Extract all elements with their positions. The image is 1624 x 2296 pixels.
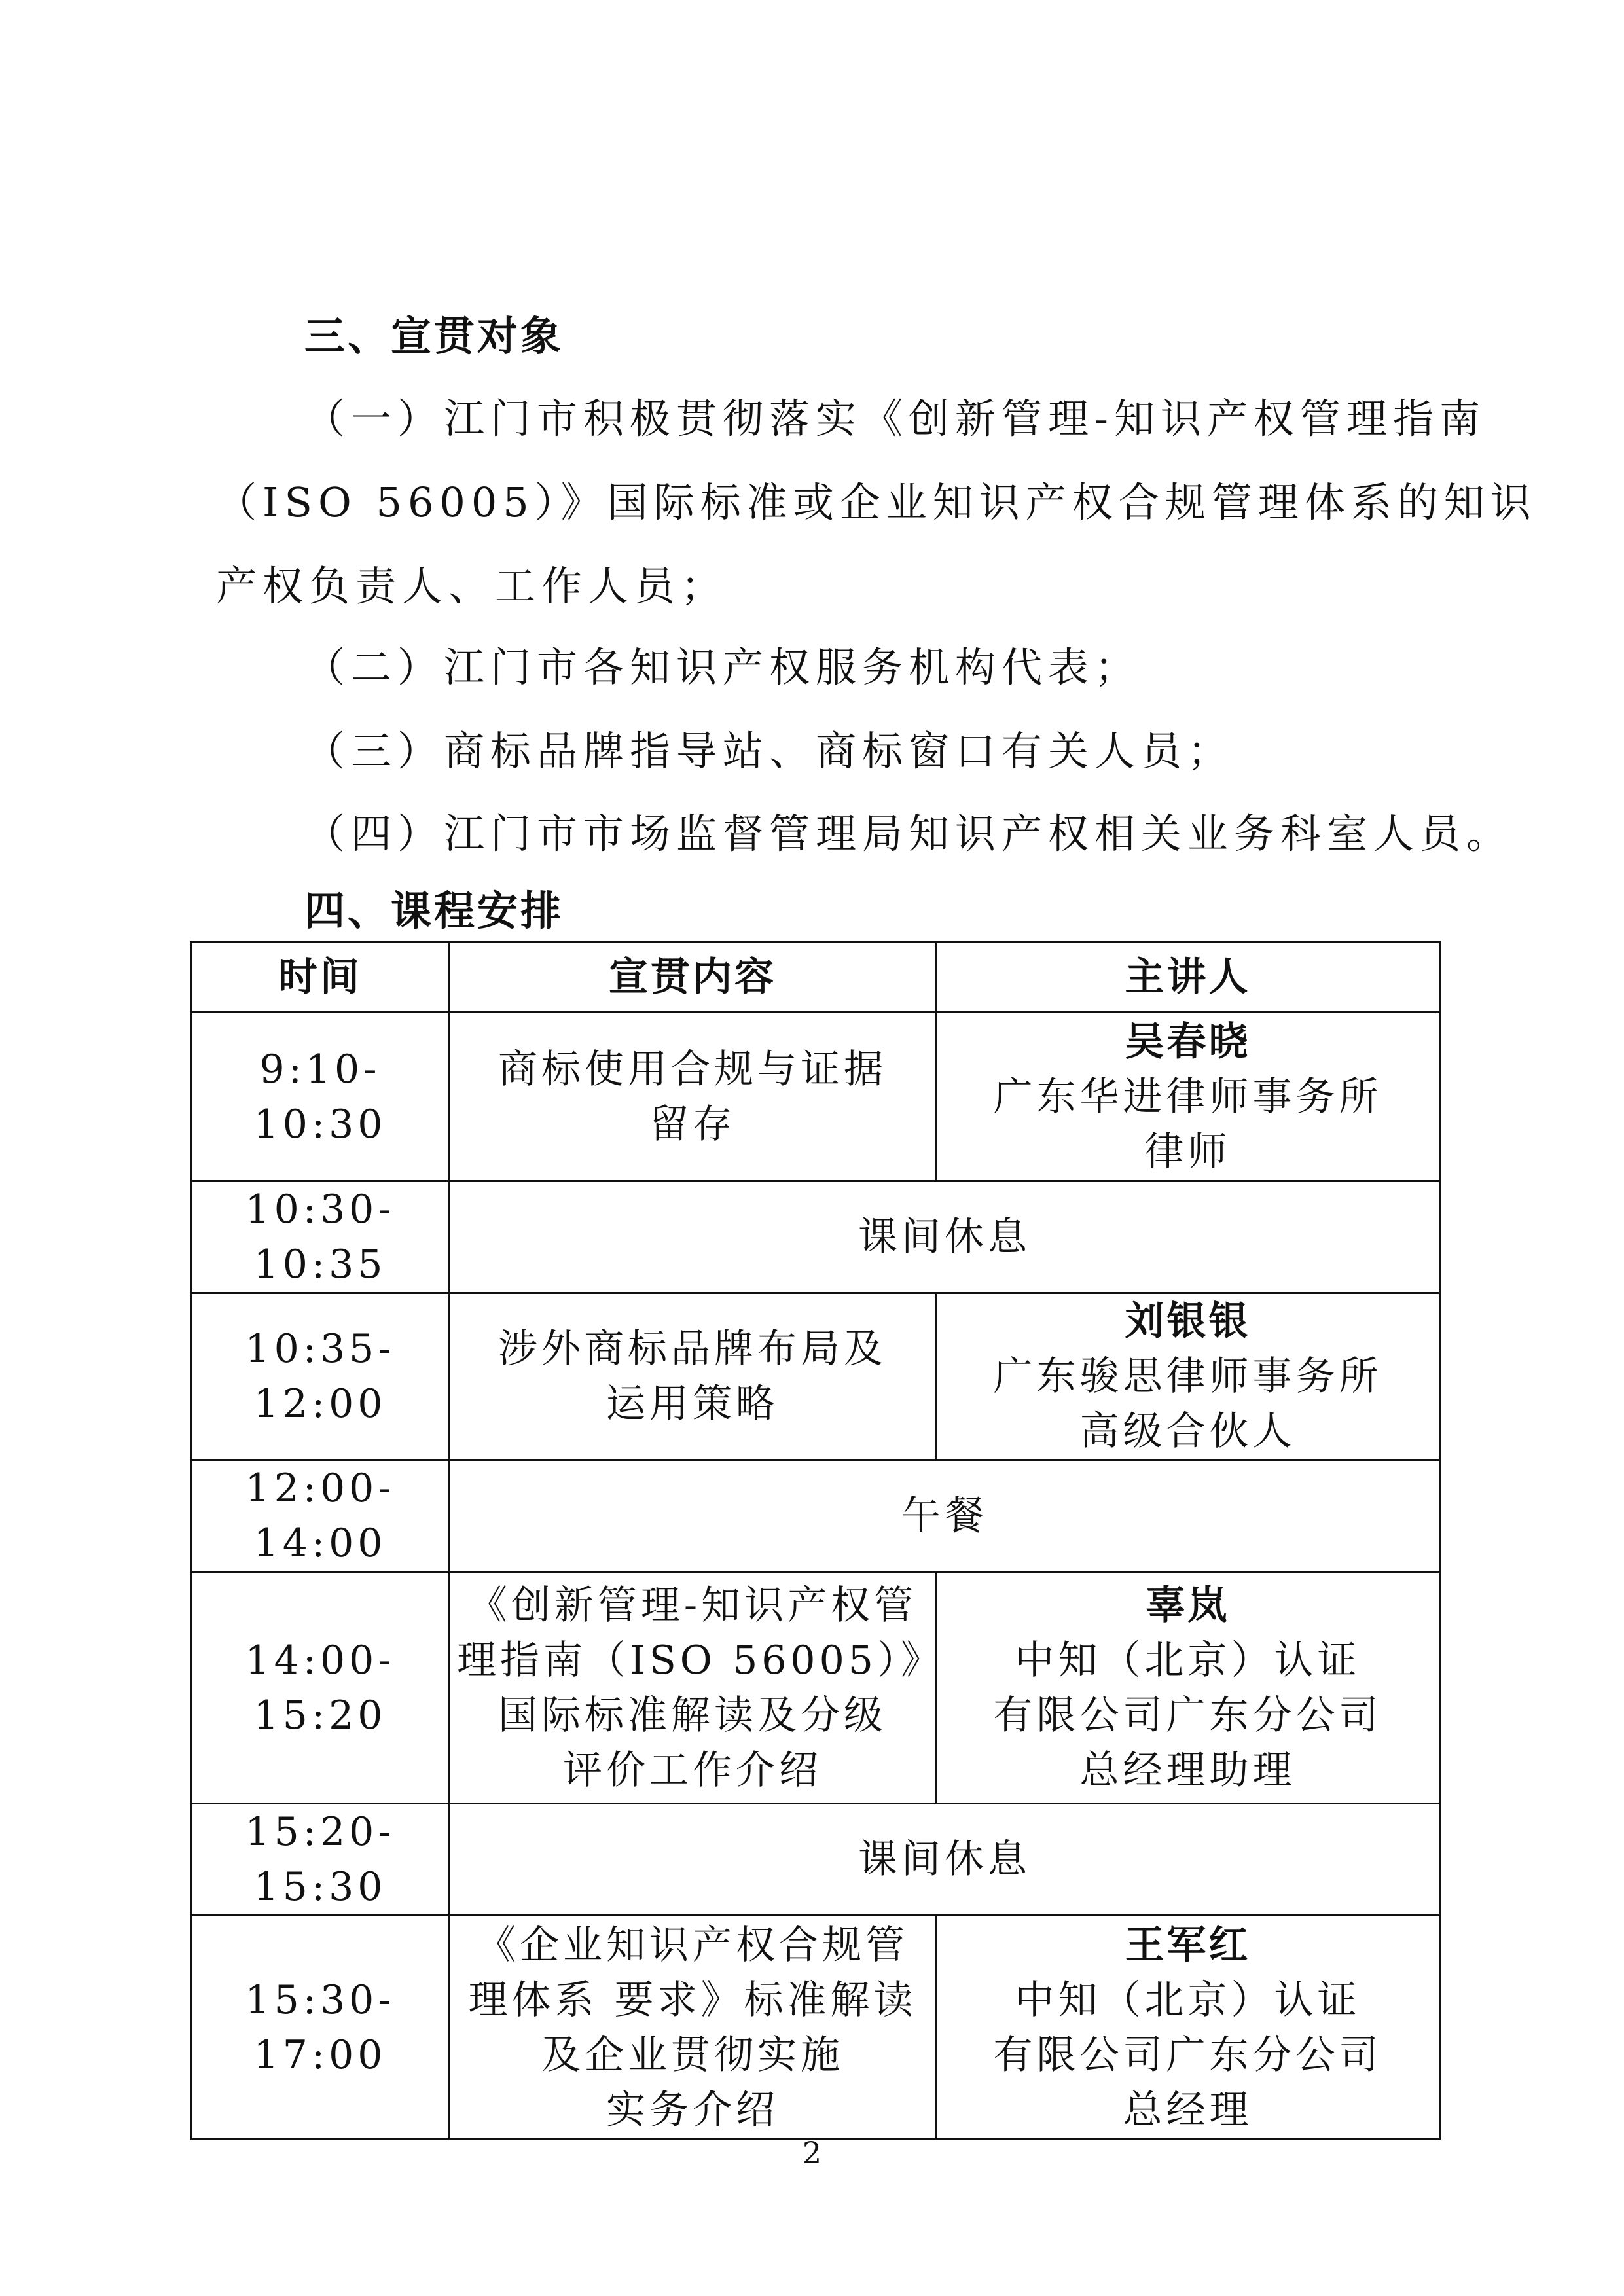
session-content: 商标使用合规与证据 留存 xyxy=(450,1013,936,1181)
table-row xyxy=(191,1572,1440,1804)
session-time: 14:00-15:20 xyxy=(191,1572,450,1804)
section-4-heading: 四、课程安排 xyxy=(304,887,564,935)
audience-item-3: （三）商标品牌指导站、商标窗口有关人员； xyxy=(304,727,1235,775)
column-header-speaker: 主讲人 xyxy=(936,942,1440,1013)
audience-item-1-line-3: 产权负责人、工作人员； xyxy=(216,562,728,610)
speaker-name: 吴春晓 xyxy=(1125,1018,1251,1065)
audience-item-2: （二）江门市各知识产权服务机构代表； xyxy=(304,643,1142,691)
break-label: 午餐 xyxy=(450,1460,1440,1572)
table-row xyxy=(191,1916,1440,2140)
session-content: 《创新管理-知识产权管 理指南（ISO 56005）》 国际标准解读及分级 评价工作介绍 xyxy=(450,1572,936,1804)
table-row-break xyxy=(191,1460,1440,1572)
page-number: 2 xyxy=(802,2135,822,2170)
table-row xyxy=(191,1293,1440,1460)
audience-item-1-line-2: （ISO 56005）》国际标准或企业知识产权合规管理体系的知识 xyxy=(216,478,1537,526)
session-speaker: 王军红 中知（北京）认证 有限公司广东分公司 总经理 xyxy=(936,1916,1440,2140)
session-speaker: 刘银银 广东骏思律师事务所 高级合伙人 xyxy=(936,1293,1440,1460)
section-3-heading: 三、宣贯对象 xyxy=(304,312,564,360)
session-content: 涉外商标品牌布局及 运用策略 xyxy=(450,1293,936,1460)
break-label: 课间休息 xyxy=(450,1181,1440,1293)
table-row-break xyxy=(191,1804,1440,1916)
break-label: 课间休息 xyxy=(450,1804,1440,1916)
audience-item-4: （四）江门市市场监督管理局知识产权相关业务科室人员。 xyxy=(304,810,1513,857)
session-content: 《企业知识产权合规管 理体系 要求》标准解读 及企业贯彻实施 实务介绍 xyxy=(450,1916,936,2140)
session-speaker: 吴春晓 广东华进律师事务所 律师 xyxy=(936,1013,1440,1181)
session-time: 10:30-10:35 xyxy=(191,1181,450,1293)
session-time: 12:00-14:00 xyxy=(191,1460,450,1572)
session-time: 10:35-12:00 xyxy=(191,1293,450,1460)
session-time: 15:30-17:00 xyxy=(191,1916,450,2140)
speaker-name: 刘银银 xyxy=(1125,1299,1251,1344)
audience-item-1-line-1: （一）江门市积极贯彻落实《创新管理-知识产权管理指南 xyxy=(304,395,1486,442)
speaker-name: 王军红 xyxy=(1125,1922,1251,1968)
session-time: 9:10-10:30 xyxy=(191,1013,450,1181)
table-row xyxy=(191,1013,1440,1181)
table-header-row xyxy=(191,942,1440,1013)
course-schedule-table xyxy=(190,941,1441,2140)
session-speaker: 辜岚 中知（北京）认证 有限公司广东分公司 总经理助理 xyxy=(936,1572,1440,1804)
speaker-name: 辜岚 xyxy=(1146,1582,1230,1628)
column-header-content: 宣贯内容 xyxy=(450,942,936,1013)
table-row-break xyxy=(191,1181,1440,1293)
session-time: 15:20-15:30 xyxy=(191,1804,450,1916)
column-header-time: 时间 xyxy=(191,942,450,1013)
